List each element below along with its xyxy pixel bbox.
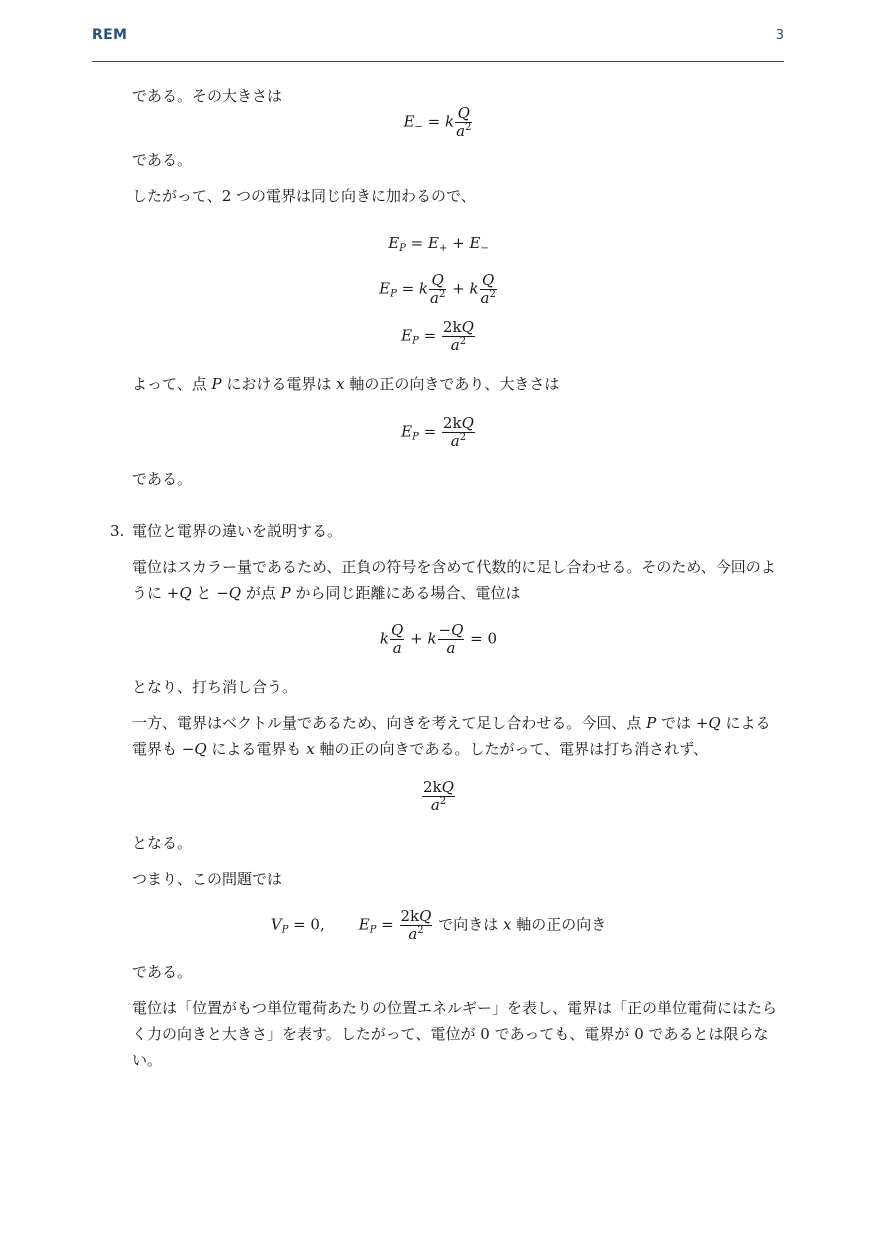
paragraph: となる。 <box>132 834 193 852</box>
paragraph-conclusion: 電位は「位置がもつ単位電荷あたりの位置エネルギー」を表し、電界は「正の単位電荷にはたらく力の向きと大きさ」を表す。したがって、電位が 0 であっても、電界が 0 であるとは限らない。 <box>132 999 778 1069</box>
equation-sum: $E_P = E_+ + E_-$ <box>388 234 489 254</box>
brand-logo: REM <box>92 27 128 43</box>
equation-field: $\frac{2kQ}{a^2}$ <box>423 778 454 814</box>
paragraph: したがって、2 つの電界は同じ向きに加わるので、 <box>132 187 476 205</box>
paragraph: 電位はスカラー量であるため、正負の符号を含めて代数的に足し合わせる。そのため、今回のように +Q と −Q が点 P から同じ距離にある場合、電位は <box>132 558 776 602</box>
paragraph: である。 <box>132 963 193 981</box>
paragraph: である。 <box>132 470 193 488</box>
equation-result-final: $E_P$ = $\frac{2kQ}{a^2}$ <box>401 414 474 450</box>
equation-summary: $V_P = 0$, $E_P$ = $\frac{2kQ}{a^2}$ で向きは x 軸の正の向き <box>270 907 607 943</box>
list-number: 3. <box>110 522 125 540</box>
list-item-title: 電位と電界の違いを説明する。 <box>132 522 343 540</box>
paragraph: よって、点 P における電界は x 軸の正の向きであり、大きさは <box>132 375 560 393</box>
paragraph: 一方、電界はベクトル量であるため、向きを考えて足し合わせる。今回、点 P では +Q による電界も −Q による電界も x 軸の正の向きである。したがって、電界は打ち消されず、 <box>132 714 771 758</box>
page-number: 3 <box>775 28 784 43</box>
page-header <box>92 27 784 62</box>
paragraph: つまり、この問題では <box>132 870 283 888</box>
paragraph: となり、打ち消し合う。 <box>132 678 298 696</box>
paragraph: である。 <box>132 151 193 169</box>
equation-expanded: $E_P = k$ $\frac{Q}{a^2}$ + k $\frac{Q}{a^2}$ <box>379 271 496 307</box>
paragraph: である。その大きさは <box>132 87 283 105</box>
equation-e-minus: $E_- = k$ $\frac{Q}{a^2}$ <box>403 104 472 140</box>
equation-potential: k $\frac{Q}{a}$ + k $\frac{-Q}{a}$ = 0 <box>379 621 498 657</box>
equation-result: $E_P$ = $\frac{2kQ}{a^2}$ <box>401 318 474 354</box>
